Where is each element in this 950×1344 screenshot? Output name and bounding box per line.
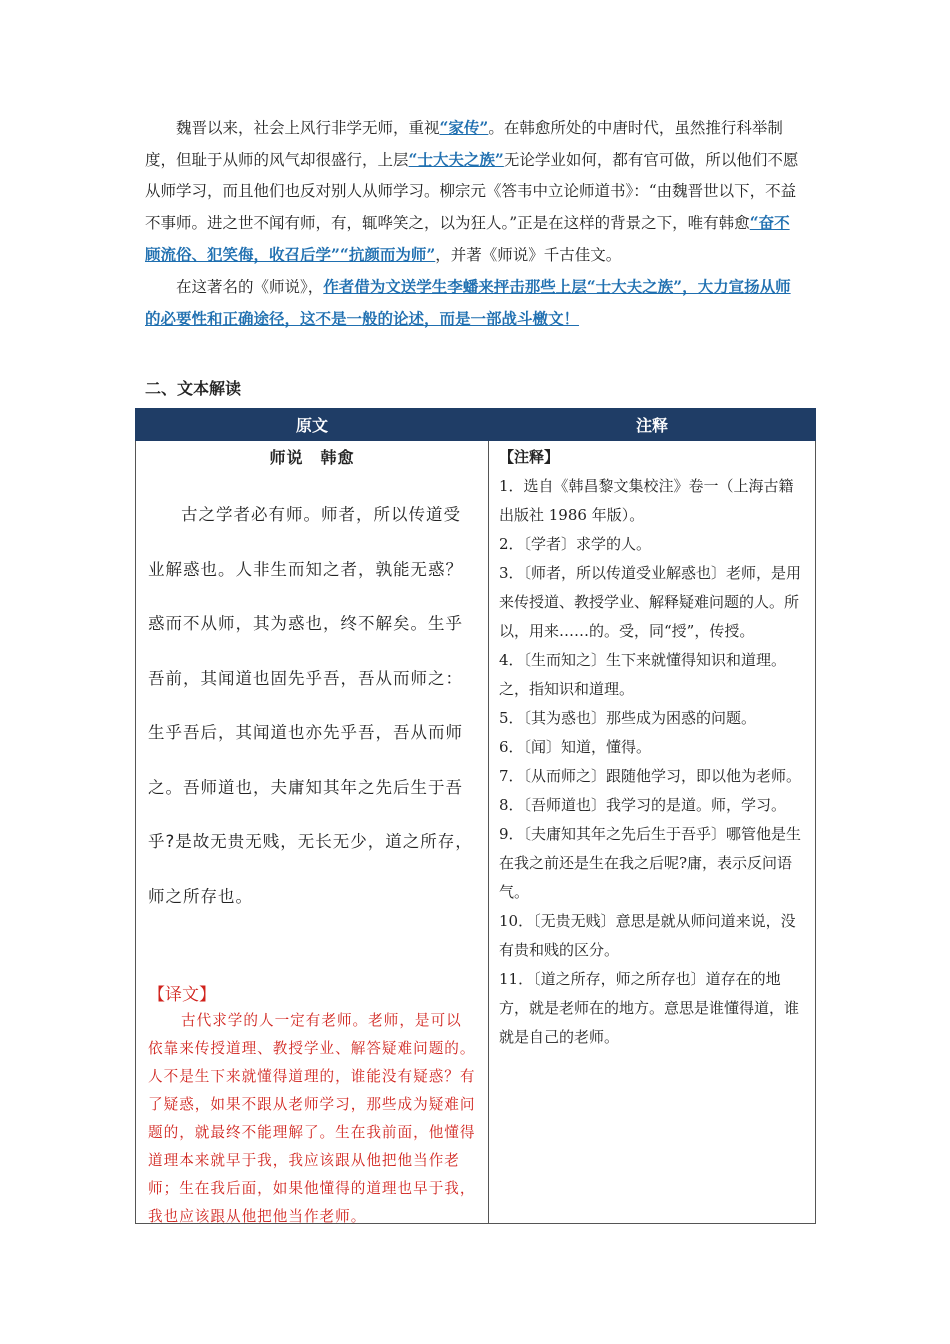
notes-cell	[489, 441, 816, 1224]
intro-text: 魏晋以来，社会上风行非学无师，重视	[176, 119, 440, 137]
note-item: 10．〔无贵无贱〕意思是就从师问道来说，没有贵和贱的区分。	[499, 912, 796, 959]
note-item: 2．〔学者〕求学的人。	[499, 535, 652, 553]
intro-text: 无论学业如何，都有官可做，所以他们不愿从师学习，而且他们也反对别人从师学习。柳宗元《答韦中立论师道书》：“由魏晋世以下，不益不事师。进之世不闻有师，有，辄哗笑之，以为狂人。”正是在这样的背景之下，唯有韩愈	[145, 151, 799, 232]
highlight-author-purpose: 作者借为文送学生李蟠来抨击那些上层“士大夫之族”，大力宣扬从师的必要性和正确途径，这不是一般的论述，而是一部战斗檄文！	[145, 277, 791, 328]
notes-list	[489, 443, 815, 1052]
note-item: 3．〔师者，所以传道受业解惑也〕老师，是用来传授道、教授学业、解释疑难问题的人。所以，用来……的。受，同“授”，传授。	[499, 564, 802, 640]
note-item: 8．〔吾师道也〕我学习的是道。师，学习。	[499, 796, 787, 814]
highlight-jiachuan: “家传”	[439, 118, 489, 137]
intro-text: ，并著《师说》千古佳文。	[435, 246, 622, 264]
header-original: 原文	[136, 409, 489, 441]
intro-section	[145, 112, 805, 335]
intro-paragraph-2	[145, 271, 805, 335]
highlight-shidafu: “士大夫之族”	[408, 150, 504, 169]
note-item: 4．〔生而知之〕生下来就懂得知识和道理。之，指知识和道理。	[499, 651, 787, 698]
table-header-row	[136, 409, 816, 441]
intro-text: 。在韩愈所处的中唐时代，虽然推行科举制度，但耻于从师的风气却很盛行，上层	[145, 119, 783, 169]
translation-text: 古代求学的人一定有老师。老师，是可以依靠来传授道理、教授学业、解答疑难问题的。人不是生下来就懂得道理的，谁能没有疑惑？有了疑惑，如果不跟从老师学习，那些成为疑难问题的，就最终不能理解了。生在我前面，他懂得道理本来就早于我，我应该跟从他把他当作老师；生在我后面，如果他懂得的道理也早于我，我也应该跟从他把他当作老师。	[148, 1012, 476, 1225]
intro-text: 在这著名的《师说》，	[176, 278, 324, 296]
note-item: 1．选自《韩昌黎文集校注》卷一（上海古籍出版社 1986 年版）。	[499, 477, 794, 524]
note-item: 7．〔从而师之〕跟随他学习，即以他为老师。	[499, 767, 802, 785]
text-analysis-table	[135, 408, 816, 1224]
translation-label: 【译文】	[148, 985, 216, 1005]
table-body-row	[136, 441, 816, 1224]
intro-paragraph-1	[145, 112, 805, 271]
notes-heading: 【注释】	[499, 448, 560, 466]
header-notes: 注释	[489, 409, 816, 441]
highlight-han-yu-quote: “奋不顾流俗、犯笑侮，收召后学”“抗颜而为师”	[145, 213, 790, 264]
original-text: 古之学者必有师。师者，所以传道受业解惑也。人非生而知之者，孰能无惑？惑而不从师，其为惑也，终不解矣。生乎吾前，其闻道也固先乎吾，吾从而师之：生乎吾后，其闻道也亦先乎吾，吾从而师之。吾师道也，夫庸知其年之先后生于吾乎?是故无贵无贱，无长无少，道之所存，师之所存也。	[148, 505, 473, 906]
note-item: 9．〔夫庸知其年之先后生于吾乎〕哪管他是生在我之前还是生在我之后呢?庸，表示反问语气。	[499, 825, 802, 901]
note-item: 6．〔闻〕知道，懂得。	[499, 738, 652, 756]
note-item: 11．〔道之所存，师之所存也〕道存在的地方，就是老师在的地方。意思是谁懂得道，谁就是自己的老师。	[499, 970, 800, 1046]
section-title: 二、文本解读	[145, 379, 242, 398]
note-item: 5．〔其为惑也〕那些成为困惑的问题。	[499, 709, 757, 727]
original-title: 师说 韩愈	[269, 448, 355, 467]
original-cell	[136, 441, 489, 1224]
